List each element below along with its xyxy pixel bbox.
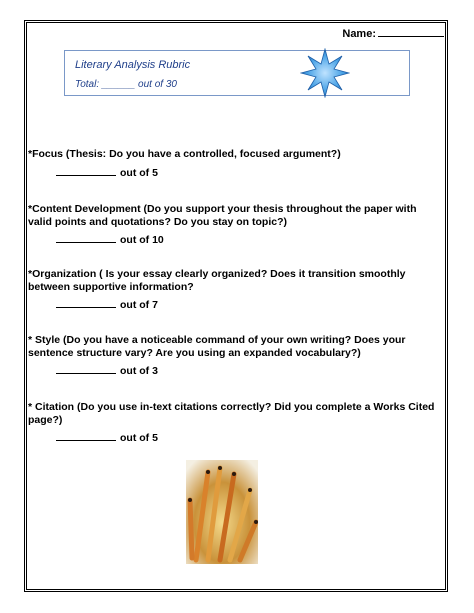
question-organization: *Organization ( Is your essay clearly organized? Does it transition smoothly between supportive information?: [28, 268, 406, 293]
score-blank[interactable]: [56, 167, 116, 176]
score-blank[interactable]: [56, 365, 116, 374]
name-label: Name:: [342, 28, 376, 40]
question-citation: * Citation (Do you use in-text citations correctly? Did you complete a Works Cited page?): [28, 401, 435, 426]
score-organization: [56, 299, 158, 311]
score-label: out of 5: [120, 432, 158, 444]
score-label: out of 10: [120, 234, 164, 246]
question-content-development: *Content Development (Do you support your thesis throughout the paper with valid points and quotations? Do you stay on topic?): [28, 203, 417, 228]
score-blank[interactable]: [56, 234, 116, 243]
question-focus: *Focus (Thesis: Do you have a controlled, focused argument?): [28, 148, 341, 160]
score-focus: [56, 167, 158, 179]
rubric-title-box: [64, 50, 410, 96]
score-label: out of 7: [120, 299, 158, 311]
score-content-development: [56, 234, 164, 246]
star-icon: [300, 48, 350, 98]
name-blank[interactable]: [378, 26, 444, 37]
question-style: * Style (Do you have a noticeable command of your own writing? Does your sentence structure vary? Are you using an expanded vocabulary?): [28, 334, 406, 359]
rubric-title: Literary Analysis Rubric: [75, 59, 191, 71]
rubric-total: Total: ______ out of 30: [75, 79, 177, 90]
score-blank[interactable]: [56, 299, 116, 308]
score-label: out of 5: [120, 167, 158, 179]
name-field: [342, 26, 444, 40]
score-citation: [56, 432, 158, 444]
score-style: [56, 365, 158, 377]
score-label: out of 3: [120, 365, 158, 377]
pencils-image: [186, 460, 258, 564]
score-blank[interactable]: [56, 432, 116, 441]
